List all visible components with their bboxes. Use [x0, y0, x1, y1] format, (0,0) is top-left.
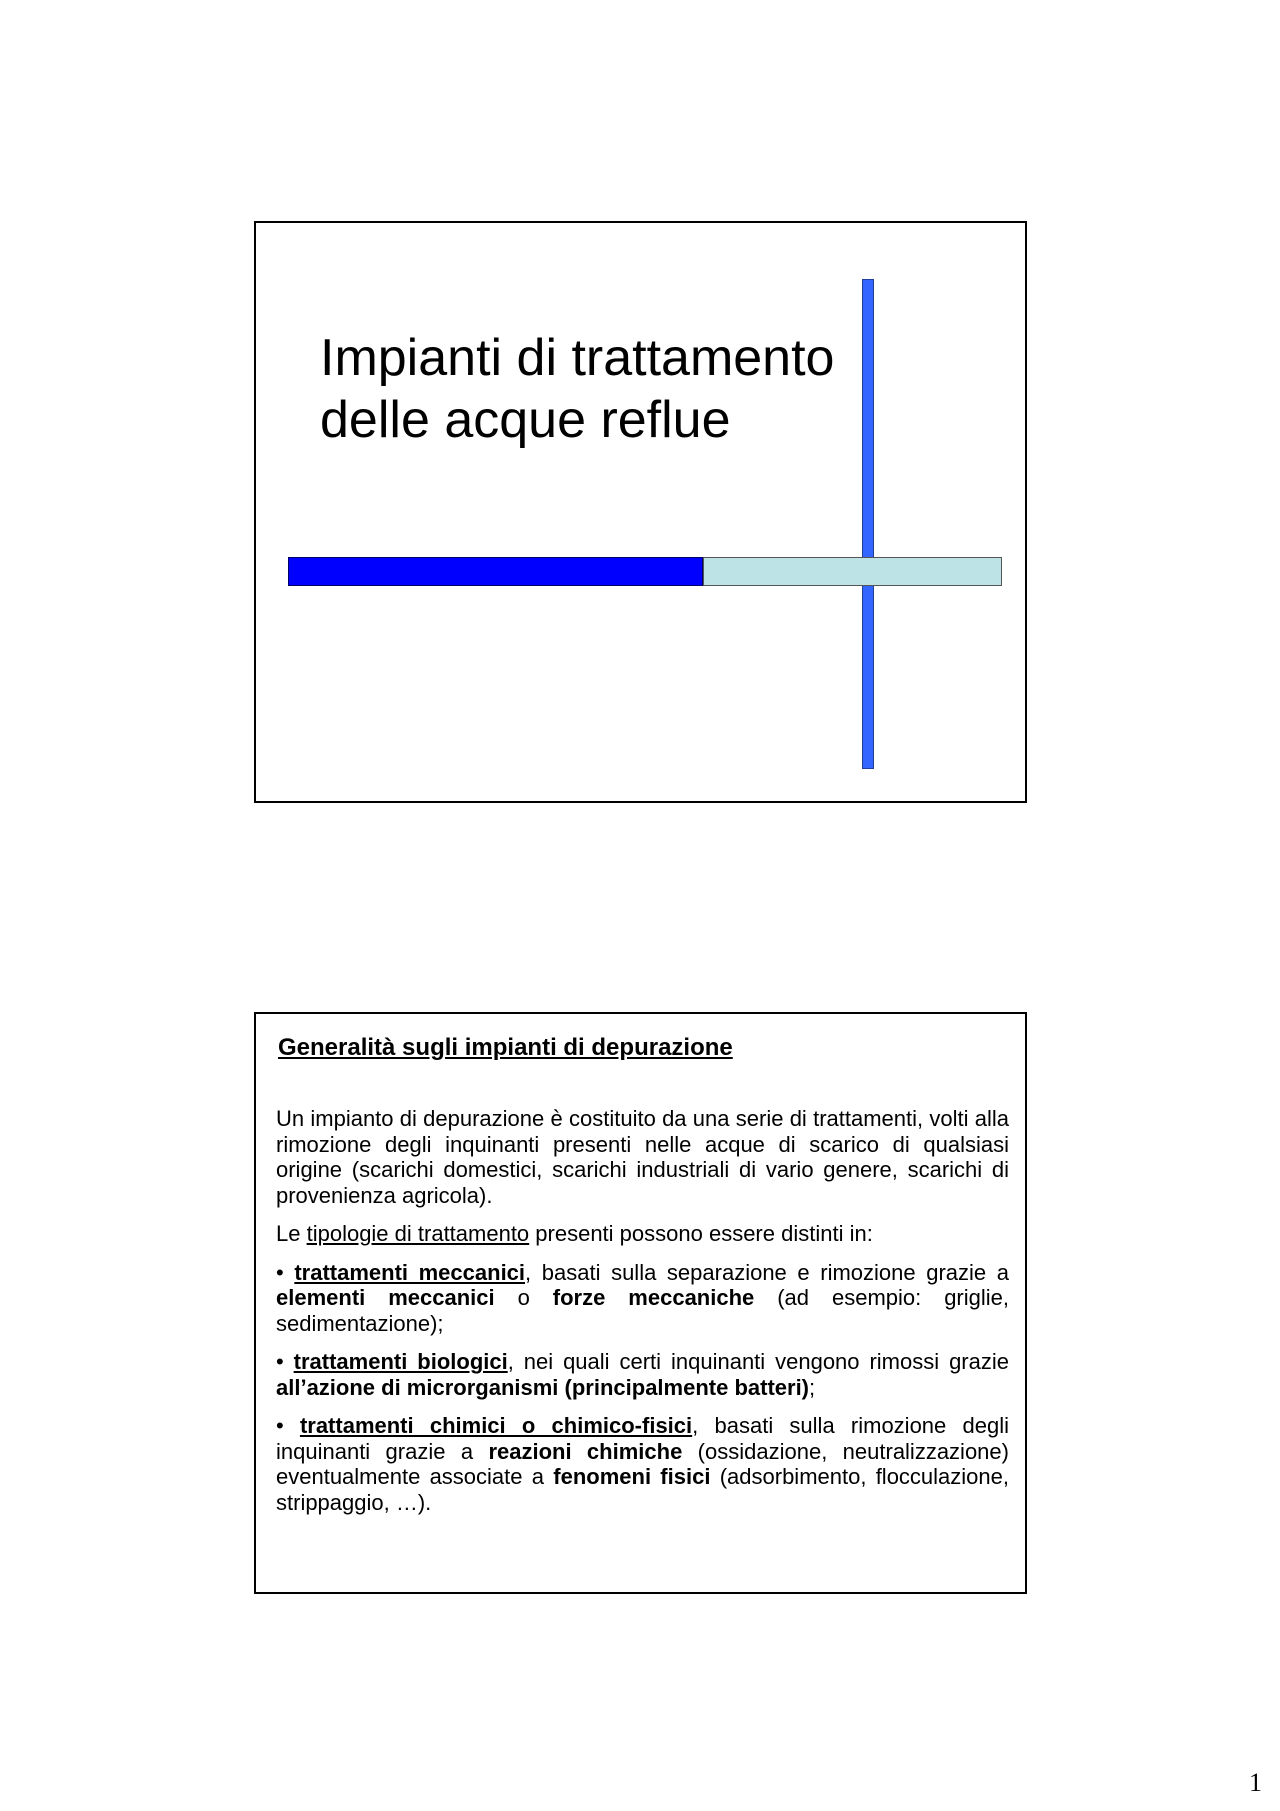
bullet-bold: reazioni chimiche [488, 1438, 683, 1464]
bullet-bold: elementi meccanici [276, 1285, 495, 1310]
page-number: 1 [1249, 1768, 1262, 1797]
bullet-bold: fenomeni fisici [553, 1464, 711, 1489]
slide-heading: Generalità sugli impianti di depurazione [278, 1034, 733, 1061]
types-text-after: presenti possono essere distinti in: [529, 1221, 873, 1246]
bullet-chemical [276, 1413, 1009, 1515]
title-line-2: delle acque reflue [320, 391, 731, 449]
horizontal-accent-bar-light [703, 557, 1002, 586]
bullet-text: ; [809, 1374, 816, 1400]
title-line-1: Impianti di trattamento [320, 329, 835, 387]
bullet-text: (ad esempio: griglie, sedimentazione); [276, 1285, 1009, 1336]
types-underlined: tipologie di trattamento [306, 1221, 530, 1246]
bullet-mark: • [276, 1259, 295, 1285]
bullet-term: trattamenti biologici [293, 1349, 508, 1374]
bullet-text: o [494, 1285, 553, 1310]
bullet-biological [276, 1349, 1009, 1400]
bullet-text: , basati sulla separazione e rimozione grazie a [525, 1259, 1009, 1285]
vertical-accent-bar [862, 279, 874, 769]
slide-title-text [320, 327, 834, 451]
slide-body [276, 1106, 1009, 1528]
intro-paragraph: Un impianto di depurazione è costituito da una serie di trattamenti, volti alla rimozione degli inquinanti presenti nelle acque di scarico di qualsiasi origine (scarichi domestici, scarichi industriali di vario genere, scarichi di provenienza agricola). [276, 1106, 1009, 1208]
bullet-term: trattamenti chimici o chimico-fisici [299, 1413, 693, 1438]
bullet-text: (ossidazione, neutralizzazione) eventualmente associate a [276, 1438, 1009, 1489]
types-paragraph [276, 1221, 1009, 1247]
types-text-before: Le [276, 1221, 307, 1246]
horizontal-accent-bar-dark [288, 557, 703, 586]
bullet-mechanical [276, 1260, 1009, 1337]
bullet-text: , nei quali certi inquinanti vengono rimossi grazie [507, 1349, 1009, 1374]
bullet-bold: forze meccaniche [552, 1285, 755, 1310]
slide-title [254, 221, 1027, 803]
bullet-term: trattamenti meccanici [294, 1259, 526, 1285]
slide-generalita [254, 1012, 1027, 1594]
bullet-text: , basati sulla rimozione degli inquinanti grazie a [276, 1413, 1009, 1464]
bullet-bold: all’azione di microrganismi (principalmente batteri) [276, 1374, 810, 1400]
bullet-mark: • [276, 1413, 300, 1438]
bullet-mark: • [276, 1349, 294, 1374]
bullet-text: (adsorbimento, flocculazione, strippaggio, …). [276, 1464, 1009, 1515]
